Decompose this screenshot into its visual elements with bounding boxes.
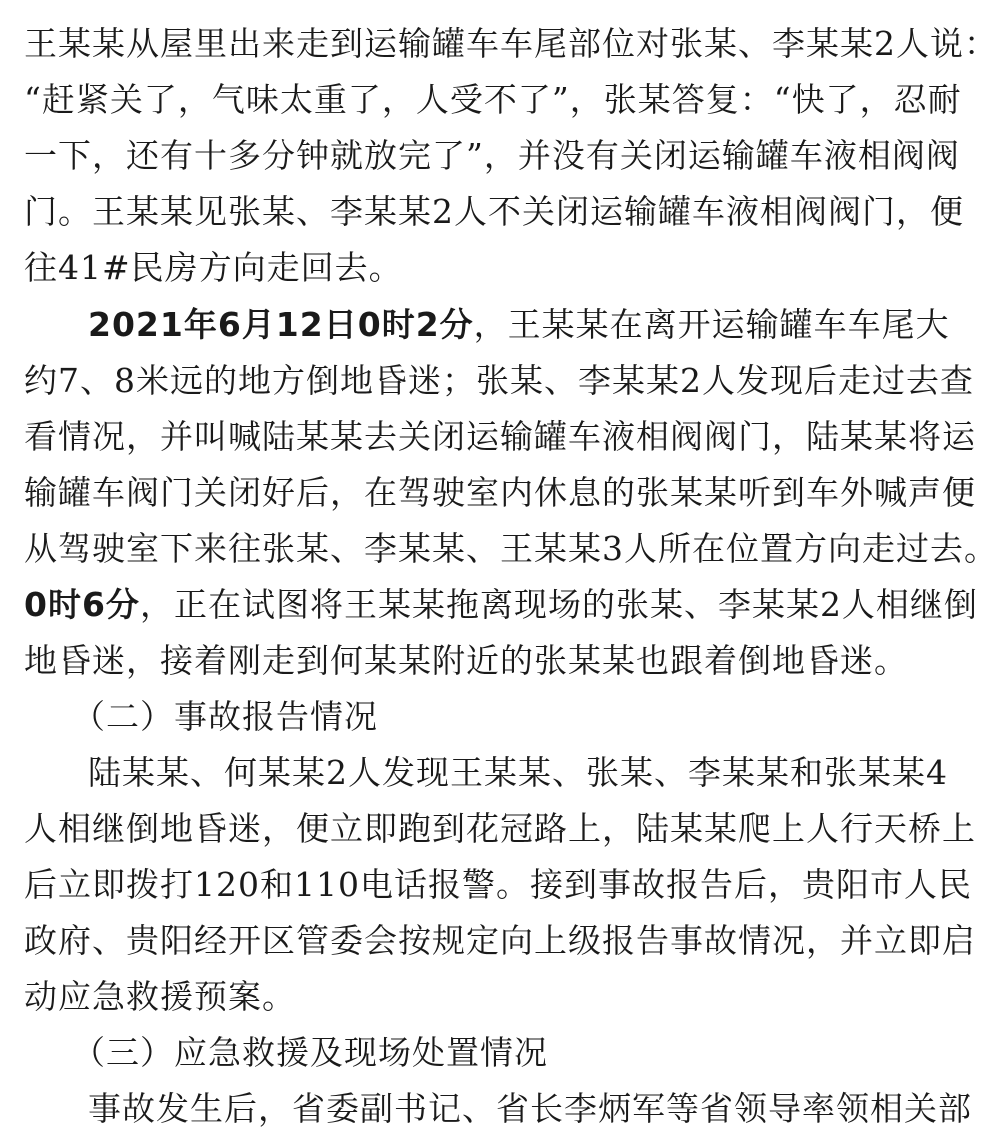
text-line: 人相继倒地昏迷，便立即跑到花冠路上，陆某某爬上人行天桥上: [24, 809, 976, 848]
section-heading: （三）应急救援及现场处置情况: [72, 1033, 548, 1072]
text-line: 动应急救援预案。: [24, 977, 296, 1016]
text-line: 王某某从屋里出来走到运输罐车车尾部位对张某、李某某2人说：: [24, 24, 998, 63]
text-line: 看情况，并叫喊陆某某去关闭运输罐车液相阀阀门，陆某某将运: [24, 417, 976, 456]
text-line: 从驾驶室下来往张某、李某某、王某某3人所在位置方向走过去。: [24, 529, 998, 568]
text-line: [24, 577, 978, 633]
text-line: 输罐车阀门关闭好后，在驾驶室内休息的张某某听到车外喊声便: [24, 473, 976, 512]
text-line: 陆某某、何某某2人发现王某某、张某、李某某和张某某4: [88, 753, 948, 792]
line-text: ，正在试图将王某某拖离现场的张某、李某某2人相继倒: [139, 585, 978, 624]
text-line: 政府、贵阳经开区管委会按规定向上级报告事故情况，并立即启: [24, 921, 976, 960]
text-line: 一下，还有十多分钟就放完了”，并没有关闭运输罐车液相阀阀: [24, 136, 960, 175]
section-heading: （二）事故报告情况: [72, 697, 378, 736]
line-text: ，王某某在离开运输罐车车尾大: [473, 305, 950, 344]
text-line: [88, 297, 950, 353]
text-line: 往41#民房方向走回去。: [24, 248, 403, 287]
text-line: 门。王某某见张某、李某某2人不关闭运输罐车液相阀阀门，便: [24, 192, 964, 231]
text-line: 后立即拨打120和110电话报警。接到事故报告后，贵阳市人民: [24, 865, 972, 904]
timestamp-bold: 0时6分: [24, 585, 140, 624]
text-line: 地昏迷，接着刚走到何某某附近的张某某也跟着倒地昏迷。: [24, 641, 908, 680]
text-line: 约7、8米远的地方倒地昏迷；张某、李某某2人发现后走过去查: [24, 361, 974, 400]
text-line: 事故发生后，省委副书记、省长李炳军等省领导率领相关部: [88, 1089, 972, 1128]
timestamp-bold: 2021年6月12日0时2分: [88, 305, 474, 344]
text-line: “赶紧关了，气味太重了，人受不了”，张某答复：“快了，忍耐: [24, 80, 962, 119]
